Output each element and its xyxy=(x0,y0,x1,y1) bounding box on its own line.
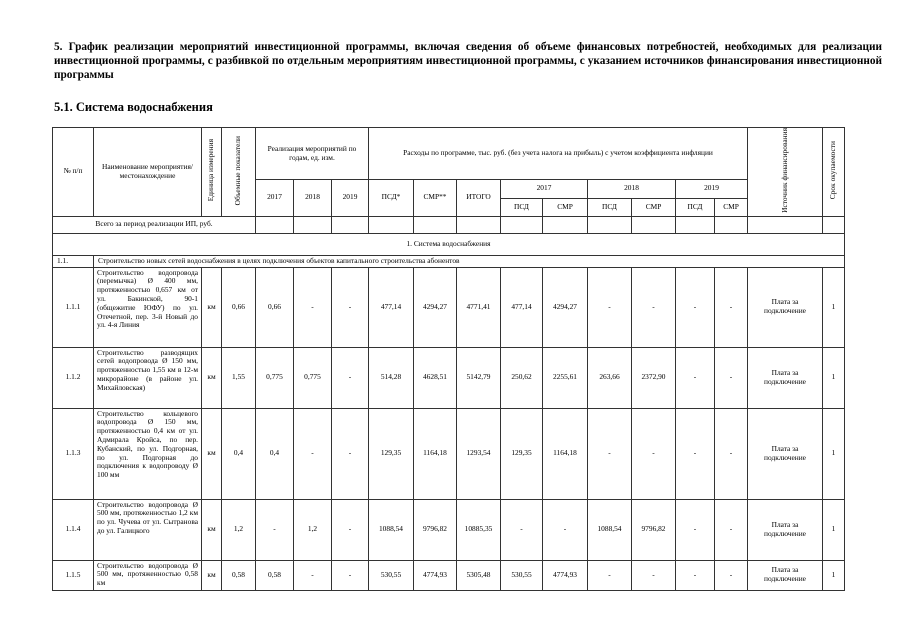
row-psd: 129,35 xyxy=(369,408,414,499)
row-total: 5142,79 xyxy=(457,347,501,408)
row-source: Плата за подключение xyxy=(748,267,823,347)
row-smr-2019: - xyxy=(715,560,748,590)
row-2019: - xyxy=(332,499,369,560)
cell-empty xyxy=(632,216,676,233)
table-row xyxy=(53,267,845,347)
row-source: Плата за подключение xyxy=(748,347,823,408)
row-psd: 530,55 xyxy=(369,560,414,590)
row-smr-2019: - xyxy=(715,267,748,347)
row-psd-2018: 1088,54 xyxy=(588,499,632,560)
cell-empty xyxy=(457,216,501,233)
row-name: Строительство водопровода Ø 500 мм, протяженностью 0,58 км xyxy=(94,560,202,590)
row-smr-2017: - xyxy=(543,499,588,560)
row-psd-2018: - xyxy=(588,267,632,347)
header-smr-total: СМР** xyxy=(414,180,457,217)
row-num: 1.1.4 xyxy=(53,499,94,560)
cell-empty xyxy=(823,216,845,233)
row-smr-2017: 4294,27 xyxy=(543,267,588,347)
row-payback: 1 xyxy=(823,347,845,408)
row-smr-2018: - xyxy=(632,560,676,590)
row-psd-2018: - xyxy=(588,408,632,499)
header-psd-2018: ПСД xyxy=(588,198,632,216)
row-2019: - xyxy=(332,267,369,347)
header-psd-2017: ПСД xyxy=(501,198,543,216)
cell-empty xyxy=(414,216,457,233)
row-2018: - xyxy=(294,408,332,499)
header-year-2018: 2018 xyxy=(294,180,332,217)
row-name: Строительство кольцевого водопровода Ø 150 мм, протяженностью 0,4 км от ул. Адмирала Кройса, по пер. Кубанский, по ул. Подгорная, по ул. Подгорная до подключения к водопроводу Ø 100 мм xyxy=(94,408,202,499)
row-name: Строительство водопровода Ø 500 мм, протяженностью 1,2 км по ул. Чучева от ул. Сытранова до ул. Галицкого xyxy=(94,499,202,560)
row-smr-2018: - xyxy=(632,408,676,499)
row-unit: км xyxy=(202,499,222,560)
row-2018: 1,2 xyxy=(294,499,332,560)
row-payback: 1 xyxy=(823,560,845,590)
cell-empty xyxy=(543,216,588,233)
row-payback: 1 xyxy=(823,499,845,560)
header-year-2017: 2017 xyxy=(256,180,294,217)
row-smr-2018: - xyxy=(632,267,676,347)
row-2017: - xyxy=(256,499,294,560)
header-exp-2017: 2017 xyxy=(501,180,588,199)
row-2019: - xyxy=(332,347,369,408)
row-volume: 0,66 xyxy=(222,267,256,347)
row-2017: 0,4 xyxy=(256,408,294,499)
row-name: Строительство водопровода (перемычка) Ø 400 мм, протяженностью 0,657 км от ул. Бакинской, 90-1 (общежитие ЮФУ) по ул. Отечетной, пер. 3-й Новый до ул. 4-я Линия xyxy=(94,267,202,347)
row-smr-2017: 2255,61 xyxy=(543,347,588,408)
investment-schedule-table xyxy=(52,127,845,591)
row-num: 1.1.2 xyxy=(53,347,94,408)
row-smr-2018: 2372,90 xyxy=(632,347,676,408)
row-smr: 4294,27 xyxy=(414,267,457,347)
header-num: № п/п xyxy=(53,128,94,217)
row-psd-2018: 263,66 xyxy=(588,347,632,408)
row-num: 1.1.5 xyxy=(53,560,94,590)
row-2019: - xyxy=(332,408,369,499)
row-smr: 4774,93 xyxy=(414,560,457,590)
cell-empty xyxy=(294,216,332,233)
row-source: Плата за подключение xyxy=(748,408,823,499)
section-subtitle: 5.1. Система водоснабжения xyxy=(54,100,213,114)
cell-empty xyxy=(676,216,715,233)
header-expenses: Расходы по программе, тыс. руб. (без учета налога на прибыль) с учетом коэффициента инфляции xyxy=(369,128,748,180)
header-name: Наименование мероприятия/ местонахождение xyxy=(94,128,202,217)
row-psd-2017: 129,35 xyxy=(501,408,543,499)
row-total: 1293,54 xyxy=(457,408,501,499)
row-smr-2017: 1164,18 xyxy=(543,408,588,499)
header-psd-total: ПСД* xyxy=(369,180,414,217)
header-payback: Срок окупаемости xyxy=(823,128,845,217)
row-2018: - xyxy=(294,267,332,347)
row-psd: 1088,54 xyxy=(369,499,414,560)
row-smr-2019: - xyxy=(715,347,748,408)
row-2018: 0,775 xyxy=(294,347,332,408)
row-total: 5305,48 xyxy=(457,560,501,590)
row-volume: 1,55 xyxy=(222,347,256,408)
header-smr-2019: СМР xyxy=(715,198,748,216)
row-psd-2019: - xyxy=(676,267,715,347)
header-realization: Реализация мероприятий по годам, ед. изм. xyxy=(256,128,369,180)
table-row xyxy=(53,560,845,590)
row-2017: 0,775 xyxy=(256,347,294,408)
cell-empty xyxy=(369,216,414,233)
header-smr-2018: СМР xyxy=(632,198,676,216)
header-year-2019: 2019 xyxy=(332,180,369,217)
row-psd-2019: - xyxy=(676,347,715,408)
row-unit: км xyxy=(202,408,222,499)
row-volume: 0,4 xyxy=(222,408,256,499)
header-source: Источник финансирования xyxy=(748,128,823,217)
group-title: Строительство новых сетей водоснабжения в целях подключения объектов капитального строительства абонентов xyxy=(94,255,845,267)
header-smr-2017: СМР xyxy=(543,198,588,216)
row-num: 1.1.1 xyxy=(53,267,94,347)
table-row xyxy=(53,347,845,408)
group-num: 1.1. xyxy=(53,255,94,267)
cell-empty xyxy=(501,216,543,233)
row-psd-2018: - xyxy=(588,560,632,590)
row-psd-2019: - xyxy=(676,499,715,560)
row-2017: 0,58 xyxy=(256,560,294,590)
row-source: Плата за подключение xyxy=(748,560,823,590)
cell-empty xyxy=(715,216,748,233)
row-unit: км xyxy=(202,267,222,347)
cell-empty xyxy=(332,216,369,233)
row-total: 10885,35 xyxy=(457,499,501,560)
row-smr-2017: 4774,93 xyxy=(543,560,588,590)
header-psd-2019: ПСД xyxy=(676,198,715,216)
table-row xyxy=(53,499,845,560)
header-unit: Единица измерения xyxy=(202,128,222,217)
row-smr-2019: - xyxy=(715,408,748,499)
row-volume: 1,2 xyxy=(222,499,256,560)
row-smr: 1164,18 xyxy=(414,408,457,499)
row-psd-2019: - xyxy=(676,560,715,590)
cell-empty xyxy=(256,216,294,233)
header-volume: Объемные показатели xyxy=(222,128,256,217)
row-psd-2019: - xyxy=(676,408,715,499)
row-psd-2017: 250,62 xyxy=(501,347,543,408)
row-num: 1.1.3 xyxy=(53,408,94,499)
header-exp-2018: 2018 xyxy=(588,180,676,199)
row-name: Строительство разводящих сетей водопровода Ø 150 мм, протяженностью 1,55 км в 12-м микрорайоне (в районе ул. Михайловская) xyxy=(94,347,202,408)
row-unit: км xyxy=(202,560,222,590)
row-payback: 1 xyxy=(823,267,845,347)
row-source: Плата за подключение xyxy=(748,499,823,560)
cell-empty xyxy=(748,216,823,233)
table-row xyxy=(53,408,845,499)
row-smr-2018: 9796,82 xyxy=(632,499,676,560)
row-2019: - xyxy=(332,560,369,590)
row-2017: 0,66 xyxy=(256,267,294,347)
row-psd: 514,28 xyxy=(369,347,414,408)
row-psd-2017: 530,55 xyxy=(501,560,543,590)
row-2018: - xyxy=(294,560,332,590)
row-smr: 4628,51 xyxy=(414,347,457,408)
row-payback: 1 xyxy=(823,408,845,499)
row-volume: 0,58 xyxy=(222,560,256,590)
row-total: 4771,41 xyxy=(457,267,501,347)
section-row: 1. Система водоснабжения xyxy=(53,233,845,255)
row-unit: км xyxy=(202,347,222,408)
total-row-label: Всего за период реализации ИП, руб. xyxy=(53,216,256,233)
row-smr: 9796,82 xyxy=(414,499,457,560)
cell-empty xyxy=(588,216,632,233)
header-exp-2019: 2019 xyxy=(676,180,748,199)
row-psd-2017: 477,14 xyxy=(501,267,543,347)
row-smr-2019: - xyxy=(715,499,748,560)
row-psd: 477,14 xyxy=(369,267,414,347)
document-title: 5. График реализации мероприятий инвестиционной программы, включая сведения об объеме финансовых потребностей, необходимых для реализации инвестиционной программы, с разбивкой по отдельным мероприятиям инвестиционной программы, с указанием источников финансирования инвестиционной программы xyxy=(54,41,882,81)
header-itogo: ИТОГО xyxy=(457,180,501,217)
row-psd-2017: - xyxy=(501,499,543,560)
